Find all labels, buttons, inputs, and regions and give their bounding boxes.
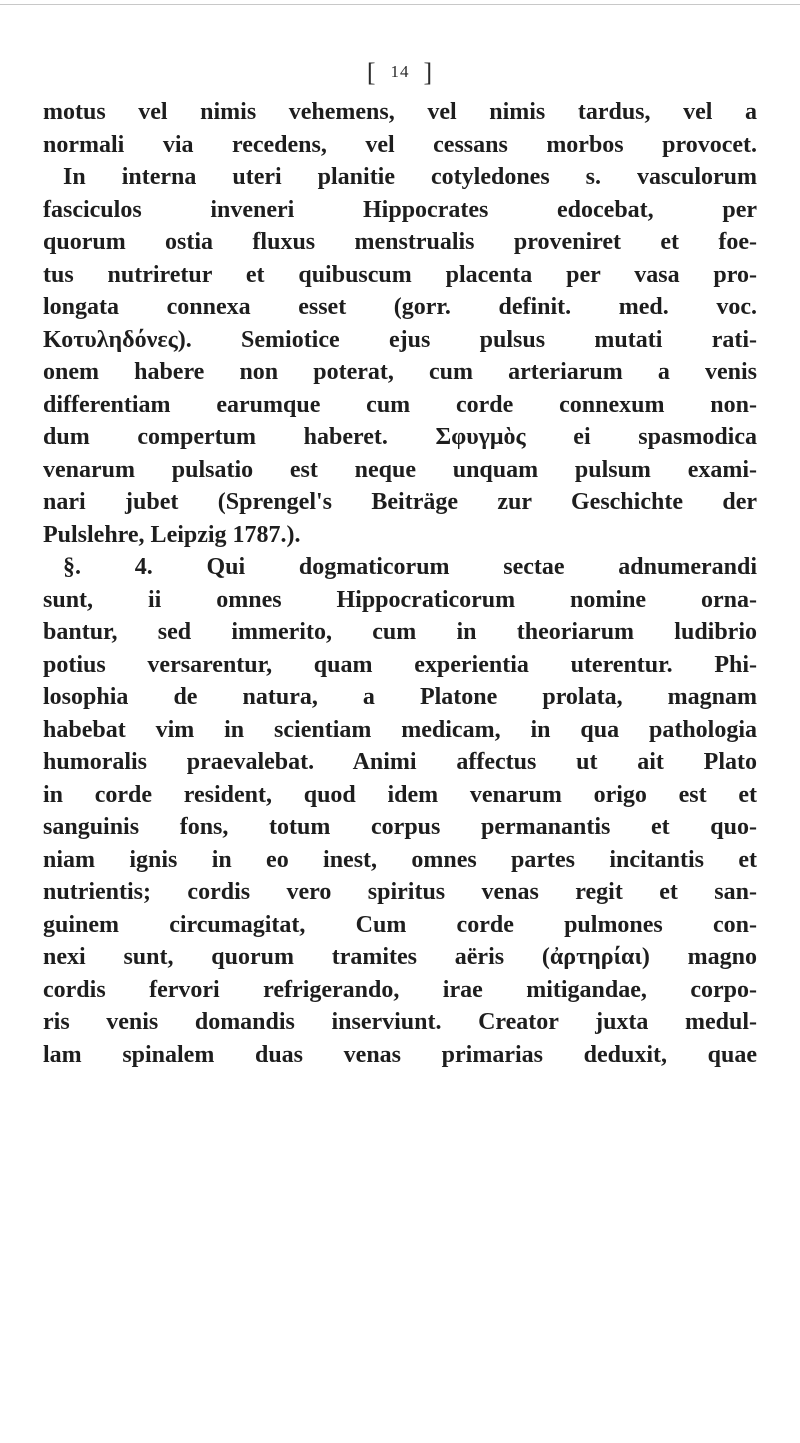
text-line: losophia de natura, a Platone prolata, magnam xyxy=(43,684,757,710)
text-line: longata connexa esset (gorr. definit. med. voc. xyxy=(43,294,757,320)
text-line: normali via recedens, vel cessans morbos provocet. xyxy=(43,131,757,158)
text-line: cordis fervori refrigerando, irae mitigandae, corpo- xyxy=(43,976,757,1003)
text-line: sunt, ii omnes Hippocraticorum nomine orna- xyxy=(43,586,757,613)
text-line: nexi sunt, quorum tramites aëris (ἀρτηρίαι) magno xyxy=(43,944,757,970)
text-line: onem habere non poterat, cum arteriarum a venis xyxy=(43,359,757,385)
page-number xyxy=(0,58,800,88)
text-line: nari jubet (Sprengel's Beiträge zur Geschichte der xyxy=(43,489,757,515)
text-line: Κοτυληδόνες). Semiotice ejus pulsus mutati rati- xyxy=(43,326,757,353)
text-line: nutrientis; cordis vero spiritus venas regit et san- xyxy=(43,879,757,905)
text-line: bantur, sed immerito, cum in theoriarum ludibrio xyxy=(43,619,757,645)
text-line: potius versarentur, quam experientia uterentur. Phi- xyxy=(43,651,757,678)
text-line: motus vel nimis vehemens, vel nimis tardus, vel a xyxy=(43,99,757,125)
text-line: tus nutriretur et quibuscum placenta per vasa pro- xyxy=(43,261,757,288)
body-text xyxy=(43,96,757,1071)
text-line: humoralis praevalebat. Animi affectus ut ait Plato xyxy=(43,749,757,775)
section-heading-line: §. 4. Qui dogmaticorum sectae adnumerandi xyxy=(63,554,757,580)
text-line: differentiam earumque cum corde connexum non- xyxy=(43,391,757,418)
text-line: niam ignis in eo inest, omnes partes incitantis et xyxy=(43,846,757,873)
text-line: lam spinalem duas venas primarias deduxit, quae xyxy=(43,1041,757,1068)
text-line: In interna uteri planitie cotyledones s. vasculorum xyxy=(63,164,757,190)
page-number-value: 14 xyxy=(390,62,410,81)
text-line: ris venis domandis inserviunt. Creator juxta medul- xyxy=(43,1009,757,1035)
text-line: sanguinis fons, totum corpus permanantis et quo- xyxy=(43,814,757,840)
text-line: fasciculos inveneri Hippocrates edocebat, per xyxy=(43,196,757,223)
page-number-left-bracket: [ xyxy=(366,58,377,87)
text-line: guinem circumagitat, Cum corde pulmones con- xyxy=(43,911,757,938)
text-line: habebat vim in scientiam medicam, in qua pathologia xyxy=(43,716,757,743)
page-number-right-bracket: ] xyxy=(423,58,434,87)
text-line: dum compertum haberet. Σφυγμὸς ei spasmodica xyxy=(43,424,757,450)
text-line: venarum pulsatio est neque unquam pulsum exami- xyxy=(43,456,757,483)
text-line: quorum ostia fluxus menstrualis proveniret et foe- xyxy=(43,229,757,255)
top-rule xyxy=(0,4,800,5)
text-line: in corde resident, quod idem venarum origo est et xyxy=(43,781,757,808)
text-line: Pulslehre, Leipzig 1787.). xyxy=(43,521,301,548)
